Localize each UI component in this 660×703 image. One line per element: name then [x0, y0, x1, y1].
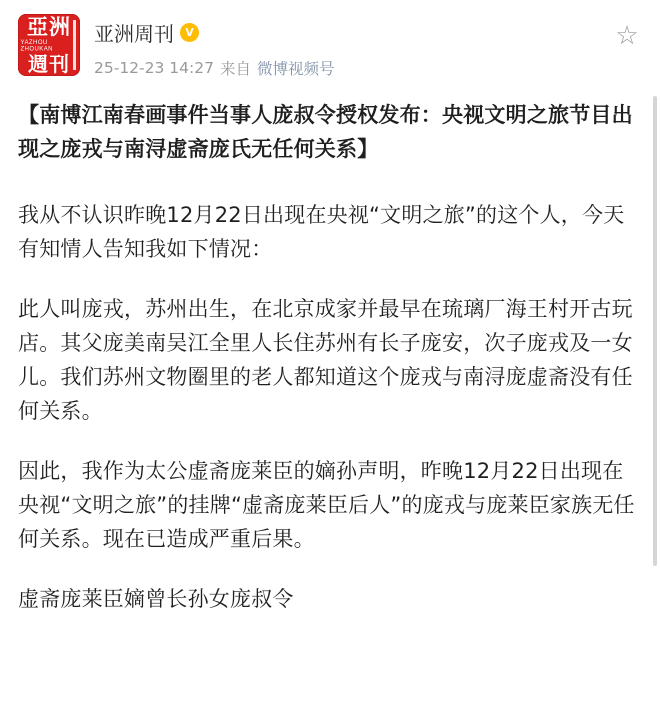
post-meta [94, 14, 642, 79]
post-subinfo [94, 57, 642, 79]
post-paragraph-2: 此人叫庞戎，苏州出生，在北京成家并最早在琉璃厂海王村开古玩店。其父庞美南吴江全里人长住苏州有长子庞安，次子庞戎及一女儿。我们苏州文物圈里的老人都知道这个庞戎与南浔庞虚斋没有任何关系。 [18, 297, 633, 424]
avatar-bottom-text: 週刊 [28, 51, 70, 76]
post-header [18, 14, 642, 80]
post-timestamp: 25-12-23 14:27 [94, 59, 214, 77]
star-icon[interactable]: ☆ [615, 20, 639, 50]
source-link[interactable]: 微博视频号 [256, 60, 335, 78]
verified-badge-icon: V [180, 23, 199, 42]
avatar-accent-bar [73, 20, 76, 70]
source-prefix-label: 来自 [219, 60, 251, 78]
avatar-pinyin-text: YAZHOU ZHOUKAN [20, 39, 53, 52]
post-title-paragraph: 【南博江南春画事件当事人庞叔令授权发布：央视文明之旅节目出现之庞戎与南浔虚斋庞氏无任何关系】 [18, 103, 633, 162]
author-name[interactable]: 亚洲周刊 [94, 22, 174, 46]
avatar[interactable] [18, 14, 80, 76]
author-row [94, 18, 642, 47]
avatar-top-text: 亞洲 [27, 14, 71, 39]
scrollbar-track[interactable] [653, 96, 657, 666]
post-paragraph-1: 我从不认识昨晚12月22日出现在央视“文明之旅”的这个人，今天有知情人告知我如下情况： [18, 203, 625, 262]
post-signature: 虚斋庞莱臣嫡曾长孙女庞叔令 [18, 587, 294, 612]
post-paragraph-3: 因此，我作为太公虚斋庞莱臣的嫡孙声明，昨晚12月22日出现在央视“文明之旅”的挂牌“虚斋庞莱臣后人”的庞戎与庞莱臣家族无任何关系。现在已造成严重后果。 [18, 459, 635, 552]
scrollbar-thumb[interactable] [653, 96, 657, 566]
post-content [18, 98, 642, 616]
